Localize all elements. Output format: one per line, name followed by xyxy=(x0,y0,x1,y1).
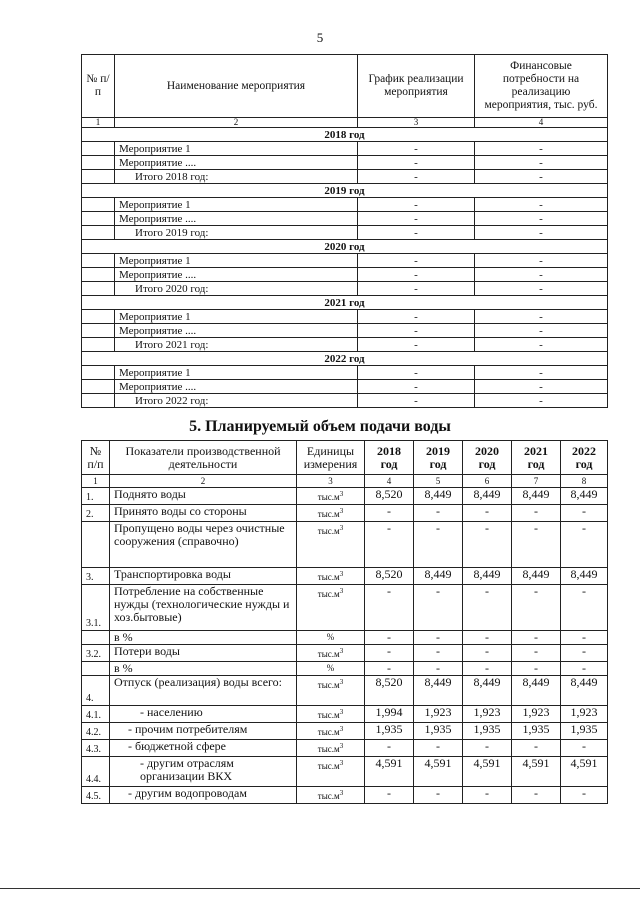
activity-schedule: - xyxy=(358,310,475,324)
activity-row xyxy=(82,324,608,338)
year-value: - xyxy=(414,522,463,568)
year-value: - xyxy=(512,662,561,676)
unit-cell xyxy=(297,662,365,676)
column-number-row xyxy=(82,475,608,488)
activity-finance: - xyxy=(475,282,608,296)
year-value: - xyxy=(365,787,414,804)
water-header-row xyxy=(82,441,608,475)
header-finance: Финансовые потребности на реализацию мероприятия, тыс. руб. xyxy=(475,55,608,118)
year-value: - xyxy=(561,522,608,568)
column-number: 3 xyxy=(297,475,365,488)
indicator-row xyxy=(82,631,608,645)
activity-row xyxy=(82,366,608,380)
unit-cell xyxy=(297,522,365,568)
column-number: 7 xyxy=(512,475,561,488)
year-value: - xyxy=(414,645,463,662)
unit-superscript: 3 xyxy=(339,678,344,686)
unit-text: тыс.м xyxy=(317,572,340,582)
activity-name: Мероприятие 1 xyxy=(115,198,358,212)
year-value: 8,449 xyxy=(561,568,608,585)
unit-superscript: 3 xyxy=(339,789,344,797)
activity-num xyxy=(82,156,115,170)
column-number: 4 xyxy=(475,118,608,128)
year-value: 1,923 xyxy=(463,706,512,723)
unit-superscript: 3 xyxy=(339,490,344,498)
year-value: - xyxy=(365,645,414,662)
year-value: 8,449 xyxy=(561,488,608,505)
activity-finance: - xyxy=(475,170,608,184)
year-value: - xyxy=(463,740,512,757)
indicator-row xyxy=(82,740,608,757)
column-number: 8 xyxy=(561,475,608,488)
activity-num xyxy=(82,268,115,282)
row-number: 4.3. xyxy=(82,740,110,757)
activity-finance: - xyxy=(475,380,608,394)
unit-text: % xyxy=(326,632,335,642)
year-heading: 2018 год xyxy=(82,128,608,142)
unit-text: тыс.м xyxy=(317,727,340,737)
unit-superscript: 3 xyxy=(339,725,344,733)
indicator-row xyxy=(82,488,608,505)
year-value: - xyxy=(414,585,463,631)
column-number: 2 xyxy=(110,475,297,488)
unit-superscript: 3 xyxy=(339,759,344,767)
year-value: 8,449 xyxy=(512,488,561,505)
row-number xyxy=(82,522,110,568)
year-value: - xyxy=(561,645,608,662)
year-value: - xyxy=(414,787,463,804)
activity-num xyxy=(82,198,115,212)
activity-name: Итого 2018 год: xyxy=(115,170,358,184)
activity-schedule: - xyxy=(358,156,475,170)
unit-text: тыс.м xyxy=(317,589,340,599)
indicator-row xyxy=(82,676,608,706)
unit-cell xyxy=(297,488,365,505)
activity-name: Итого 2021 год: xyxy=(115,338,358,352)
year-value: 4,591 xyxy=(512,757,561,787)
year-value: - xyxy=(463,522,512,568)
year-value: 1,935 xyxy=(414,723,463,740)
activity-schedule: - xyxy=(358,142,475,156)
row-number: 2. xyxy=(82,505,110,522)
indicator-name: - населению xyxy=(110,706,297,723)
header-year: 2021 год xyxy=(512,441,561,475)
year-heading: 2020 год xyxy=(82,240,608,254)
unit-superscript: 3 xyxy=(339,524,344,532)
year-value: - xyxy=(365,740,414,757)
year-value: 8,449 xyxy=(512,676,561,706)
activity-row xyxy=(82,212,608,226)
year-value: 8,449 xyxy=(463,488,512,505)
column-number: 1 xyxy=(82,118,115,128)
unit-superscript: 3 xyxy=(339,742,344,750)
unit-cell xyxy=(297,706,365,723)
indicator-name: Потребление на собственные нужды (технологические нужды и хоз.бытовые) xyxy=(110,585,297,631)
activity-num xyxy=(82,324,115,338)
activity-num xyxy=(82,366,115,380)
activity-name: Мероприятие 1 xyxy=(115,310,358,324)
year-value: 1,935 xyxy=(512,723,561,740)
year-heading: 2022 год xyxy=(82,352,608,366)
year-value: 4,591 xyxy=(365,757,414,787)
year-value: - xyxy=(414,662,463,676)
unit-superscript: 3 xyxy=(339,507,344,515)
year-value: - xyxy=(365,522,414,568)
activity-schedule: - xyxy=(358,324,475,338)
year-value: 1,935 xyxy=(561,723,608,740)
indicator-row xyxy=(82,568,608,585)
activity-schedule: - xyxy=(358,198,475,212)
activity-finance: - xyxy=(475,198,608,212)
unit-cell xyxy=(297,723,365,740)
activity-row xyxy=(82,380,608,394)
indicator-name: - другим отраслям организации ВКХ xyxy=(110,757,297,787)
header-year: 2022 год xyxy=(561,441,608,475)
year-value: - xyxy=(561,787,608,804)
year-value: - xyxy=(512,505,561,522)
unit-cell xyxy=(297,645,365,662)
year-value: - xyxy=(512,740,561,757)
year-value: - xyxy=(365,505,414,522)
year-value: - xyxy=(365,631,414,645)
unit-text: тыс.м xyxy=(317,509,340,519)
activity-row xyxy=(82,198,608,212)
unit-text: тыс.м xyxy=(317,680,340,690)
year-value: - xyxy=(414,631,463,645)
year-value: 8,449 xyxy=(414,676,463,706)
unit-superscript: 3 xyxy=(339,647,344,655)
unit-cell xyxy=(297,787,365,804)
activity-schedule: - xyxy=(358,226,475,240)
activity-num xyxy=(82,282,115,296)
unit-cell xyxy=(297,757,365,787)
header-num: № п/п xyxy=(82,55,115,118)
year-value: 8,449 xyxy=(512,568,561,585)
year-value: - xyxy=(365,662,414,676)
activity-row xyxy=(82,268,608,282)
year-value: 8,449 xyxy=(414,568,463,585)
year-row xyxy=(82,128,608,142)
header-indicator: Показатели производственной деятельности xyxy=(110,441,297,475)
water-supply-table xyxy=(81,440,608,804)
year-row xyxy=(82,240,608,254)
column-number: 5 xyxy=(414,475,463,488)
activity-finance: - xyxy=(475,226,608,240)
year-value: 1,923 xyxy=(414,706,463,723)
activity-num xyxy=(82,142,115,156)
indicator-name: в % xyxy=(110,662,297,676)
activity-name: Итого 2022 год: xyxy=(115,394,358,408)
activity-row xyxy=(82,156,608,170)
activity-num xyxy=(82,170,115,184)
year-value: - xyxy=(512,787,561,804)
header-schedule: График реализации мероприятия xyxy=(358,55,475,118)
year-row xyxy=(82,352,608,366)
unit-text: тыс.м xyxy=(317,791,340,801)
header-year: 2018 год xyxy=(365,441,414,475)
row-number: 3. xyxy=(82,568,110,585)
activity-finance: - xyxy=(475,310,608,324)
year-value: - xyxy=(561,740,608,757)
year-value: 8,449 xyxy=(463,568,512,585)
indicator-name: Принято воды со стороны xyxy=(110,505,297,522)
activity-name: Итого 2019 год: xyxy=(115,226,358,240)
activity-name: Мероприятие .... xyxy=(115,156,358,170)
year-value: - xyxy=(365,585,414,631)
header-year: 2020 год xyxy=(463,441,512,475)
row-number: 4. xyxy=(82,676,110,706)
activity-num xyxy=(82,310,115,324)
activity-num xyxy=(82,338,115,352)
column-number: 1 xyxy=(82,475,110,488)
activity-schedule: - xyxy=(358,380,475,394)
unit-cell xyxy=(297,631,365,645)
year-value: 1,935 xyxy=(463,723,512,740)
unit-superscript: 3 xyxy=(339,587,344,595)
activity-name: Мероприятие .... xyxy=(115,212,358,226)
year-value: 1,923 xyxy=(512,706,561,723)
indicator-name: в % xyxy=(110,631,297,645)
year-value: - xyxy=(463,505,512,522)
unit-text: тыс.м xyxy=(317,710,340,720)
activity-schedule: - xyxy=(358,282,475,296)
year-value: 4,591 xyxy=(414,757,463,787)
row-number: 1. xyxy=(82,488,110,505)
year-value: 8,449 xyxy=(561,676,608,706)
unit-text: тыс.м xyxy=(317,649,340,659)
activity-finance: - xyxy=(475,366,608,380)
year-value: - xyxy=(414,505,463,522)
activity-row xyxy=(82,282,608,296)
indicator-row xyxy=(82,723,608,740)
unit-text: тыс.м xyxy=(317,526,340,536)
column-number-row xyxy=(82,118,608,128)
header-num: № п/п xyxy=(82,441,110,475)
year-value: - xyxy=(512,631,561,645)
year-value: 1,935 xyxy=(365,723,414,740)
year-value: - xyxy=(512,645,561,662)
indicator-name: Транспортировка воды xyxy=(110,568,297,585)
year-value: - xyxy=(463,631,512,645)
indicator-name: - другим водопроводам xyxy=(110,787,297,804)
indicator-name: Поднято воды xyxy=(110,488,297,505)
year-value: - xyxy=(512,522,561,568)
activity-num xyxy=(82,226,115,240)
activity-finance: - xyxy=(475,254,608,268)
year-value: - xyxy=(414,740,463,757)
year-value: - xyxy=(463,662,512,676)
indicator-row xyxy=(82,505,608,522)
activity-finance: - xyxy=(475,338,608,352)
activity-name: Мероприятие .... xyxy=(115,324,358,338)
header-unit: Единицы измерения xyxy=(297,441,365,475)
unit-text: тыс.м xyxy=(317,492,340,502)
activity-finance: - xyxy=(475,156,608,170)
year-value: - xyxy=(463,645,512,662)
activity-row xyxy=(82,338,608,352)
year-value: 8,520 xyxy=(365,568,414,585)
year-heading: 2021 год xyxy=(82,296,608,310)
activity-schedule: - xyxy=(358,268,475,282)
indicator-row xyxy=(82,706,608,723)
activity-schedule: - xyxy=(358,170,475,184)
year-value: 8,449 xyxy=(463,676,512,706)
year-heading: 2019 год xyxy=(82,184,608,198)
year-value: 8,449 xyxy=(414,488,463,505)
activity-schedule: - xyxy=(358,338,475,352)
column-number: 3 xyxy=(358,118,475,128)
unit-cell xyxy=(297,676,365,706)
column-number: 4 xyxy=(365,475,414,488)
column-number: 6 xyxy=(463,475,512,488)
activity-schedule: - xyxy=(358,254,475,268)
activity-num xyxy=(82,254,115,268)
activity-schedule: - xyxy=(358,366,475,380)
year-value: - xyxy=(463,585,512,631)
indicator-row xyxy=(82,787,608,804)
activity-name: Мероприятие 1 xyxy=(115,254,358,268)
indicator-name: - прочим потребителям xyxy=(110,723,297,740)
activity-schedule: - xyxy=(358,212,475,226)
activity-row xyxy=(82,310,608,324)
unit-text: % xyxy=(326,663,335,673)
activities-table xyxy=(81,54,608,408)
activities-header-row xyxy=(82,55,608,118)
activity-row xyxy=(82,142,608,156)
activity-name: Мероприятие .... xyxy=(115,268,358,282)
header-name: Наименование мероприятия xyxy=(115,55,358,118)
activity-finance: - xyxy=(475,142,608,156)
year-value: 1,994 xyxy=(365,706,414,723)
year-value: - xyxy=(561,585,608,631)
activity-finance: - xyxy=(475,268,608,282)
row-number xyxy=(82,631,110,645)
indicator-row xyxy=(82,757,608,787)
year-value: 8,520 xyxy=(365,488,414,505)
unit-cell xyxy=(297,568,365,585)
unit-superscript: 3 xyxy=(339,708,344,716)
page-bottom-rule xyxy=(0,888,640,889)
unit-cell xyxy=(297,740,365,757)
year-value: - xyxy=(561,662,608,676)
row-number xyxy=(82,662,110,676)
indicator-row xyxy=(82,522,608,568)
indicator-name: Отпуск (реализация) воды всего: xyxy=(110,676,297,706)
activity-name: Мероприятие 1 xyxy=(115,366,358,380)
row-number: 4.4. xyxy=(82,757,110,787)
activity-num xyxy=(82,394,115,408)
section-title: 5. Планируемый объем подачи воды xyxy=(189,418,451,435)
activity-name: Мероприятие 1 xyxy=(115,142,358,156)
year-value: 1,923 xyxy=(561,706,608,723)
year-value: - xyxy=(561,631,608,645)
year-value: - xyxy=(512,585,561,631)
unit-text: тыс.м xyxy=(317,744,340,754)
activity-finance: - xyxy=(475,324,608,338)
year-row xyxy=(82,184,608,198)
activity-name: Итого 2020 год: xyxy=(115,282,358,296)
row-number: 3.2. xyxy=(82,645,110,662)
activity-row xyxy=(82,394,608,408)
activity-finance: - xyxy=(475,212,608,226)
year-value: - xyxy=(561,505,608,522)
year-value: 4,591 xyxy=(463,757,512,787)
indicator-row xyxy=(82,645,608,662)
activity-num xyxy=(82,212,115,226)
year-value: - xyxy=(463,787,512,804)
row-number: 4.5. xyxy=(82,787,110,804)
row-number: 4.1. xyxy=(82,706,110,723)
unit-cell xyxy=(297,505,365,522)
year-row xyxy=(82,296,608,310)
row-number: 3.1. xyxy=(82,585,110,631)
unit-cell xyxy=(297,585,365,631)
unit-text: тыс.м xyxy=(317,761,340,771)
indicator-name: Пропущено воды через очистные сооружения (справочно) xyxy=(110,522,297,568)
activity-finance: - xyxy=(475,394,608,408)
year-value: 4,591 xyxy=(561,757,608,787)
page-number: 5 xyxy=(316,30,324,45)
row-number: 4.2. xyxy=(82,723,110,740)
header-year: 2019 год xyxy=(414,441,463,475)
unit-superscript: 3 xyxy=(339,570,344,578)
indicator-row xyxy=(82,585,608,631)
activity-row xyxy=(82,226,608,240)
activity-schedule: - xyxy=(358,394,475,408)
activity-row xyxy=(82,170,608,184)
activity-row xyxy=(82,254,608,268)
indicator-name: - бюджетной сфере xyxy=(110,740,297,757)
indicator-name: Потери воды xyxy=(110,645,297,662)
activity-name: Мероприятие .... xyxy=(115,380,358,394)
activity-num xyxy=(82,380,115,394)
indicator-row xyxy=(82,662,608,676)
year-value: 8,520 xyxy=(365,676,414,706)
column-number: 2 xyxy=(115,118,358,128)
